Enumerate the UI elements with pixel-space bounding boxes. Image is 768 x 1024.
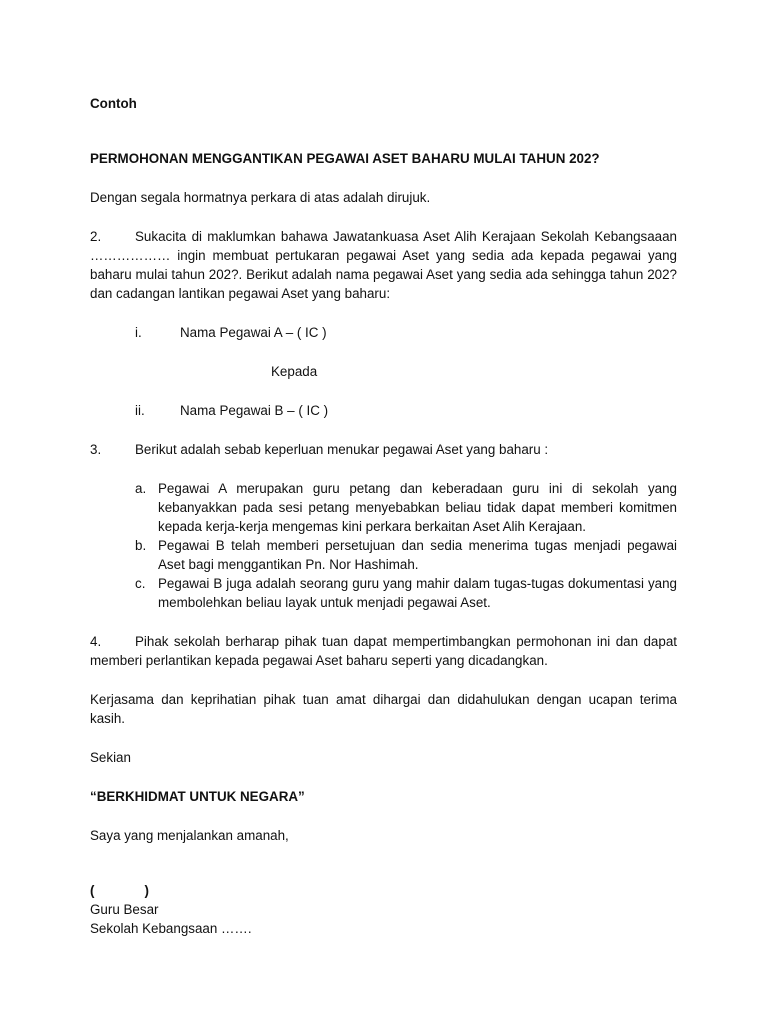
paragraph-2 [90,227,677,303]
kepada-label: Kepada [271,364,318,379]
officer-item-text: Nama Pegawai B – ( IC ) [180,403,329,418]
open-parenthesis: ( [90,883,95,898]
paragraph-3-text: Berikut adalah sebab keperluan menukar pegawai Aset yang baharu : [135,442,549,457]
letter-page [90,94,677,938]
reason-item-b [90,536,677,574]
paragraph-2-text: Sukacita di maklumkan bahawa Jawatankuasa Aset Alih Kerajaan Sekolah Kebangsaaan ……………… ingin membuat pertukaran pegawai Aset yang sedia ada kepada pegawai yang baharu mulai tahun 202?. Berikut adalah nama pegawai Aset yang sedia ada sehingga tahun 202? dan cadangan lantikan pegawai Aset yang baharu: [90,229,677,301]
paragraph-4-number: 4. [90,634,102,649]
officer-item-number: i. [135,325,142,340]
document-label: Contoh [90,96,137,111]
reason-item-a [90,479,677,536]
motto: “BERKHIDMAT UNTUK NEGARA” [90,789,305,804]
paragraph-4 [90,632,677,670]
reason-item-text: Pegawai B telah memberi persetujuan dan sedia menerima tugas menjadi pegawai Aset bagi menggantikan Pn. Nor Hashimah. [158,538,677,572]
reason-item-number: a. [135,481,147,496]
signature-block [90,881,677,938]
officer-item-a [90,323,677,342]
paragraph-3-number: 3. [90,442,102,457]
officer-item-b [90,401,677,420]
officer-item-text: Nama Pegawai A – ( IC ) [180,325,327,340]
reason-item-text: Pegawai B juga adalah seorang guru yang mahir dalam tugas-tugas dokumentasi yang membolehkan beliau layak untuk menjadi pegawai Aset. [158,576,677,610]
signer-position: Guru Besar [90,902,159,917]
reason-item-number: b. [135,538,147,553]
letter-title: PERMOHONAN MENGGANTIKAN PEGAWAI ASET BAHARU MULAI TAHUN 202? [90,151,600,166]
paragraph-4-text: Pihak sekolah berharap pihak tuan dapat mempertimbangkan permohonan ini dan dapat memberi perlantikan kepada pegawai Aset baharu seperti yang dicadangkan. [90,634,677,668]
reason-item-number: c. [135,576,146,591]
intro-paragraph: Dengan segala hormatnya perkara di atas adalah dirujuk. [90,190,431,205]
close-parenthesis: ) [144,883,149,898]
reason-item-text: Pegawai A merupakan guru petang dan keberadaan guru ini di sekolah yang kebanyakkan pada sesi petang menyebabkan beliau tidak dapat memberi komitmen kepada kerja-kerja mengemas kini perkara berkaitan Aset Alih Kerajaan. [158,481,677,534]
school-name: Sekolah Kebangsaan ……. [90,921,252,936]
paragraph-2-number: 2. [90,229,102,244]
closing-text: Sekian [90,750,131,765]
thanks-paragraph: Kerjasama dan keprihatian pihak tuan amat dihargai dan didahulukan dengan ucapan terima kasih. [90,692,677,726]
signature-name-placeholder [90,881,149,900]
reason-item-c [90,574,677,612]
paragraph-3 [90,440,677,459]
sign-off: Saya yang menjalankan amanah, [90,828,289,843]
officer-item-number: ii. [135,403,145,418]
